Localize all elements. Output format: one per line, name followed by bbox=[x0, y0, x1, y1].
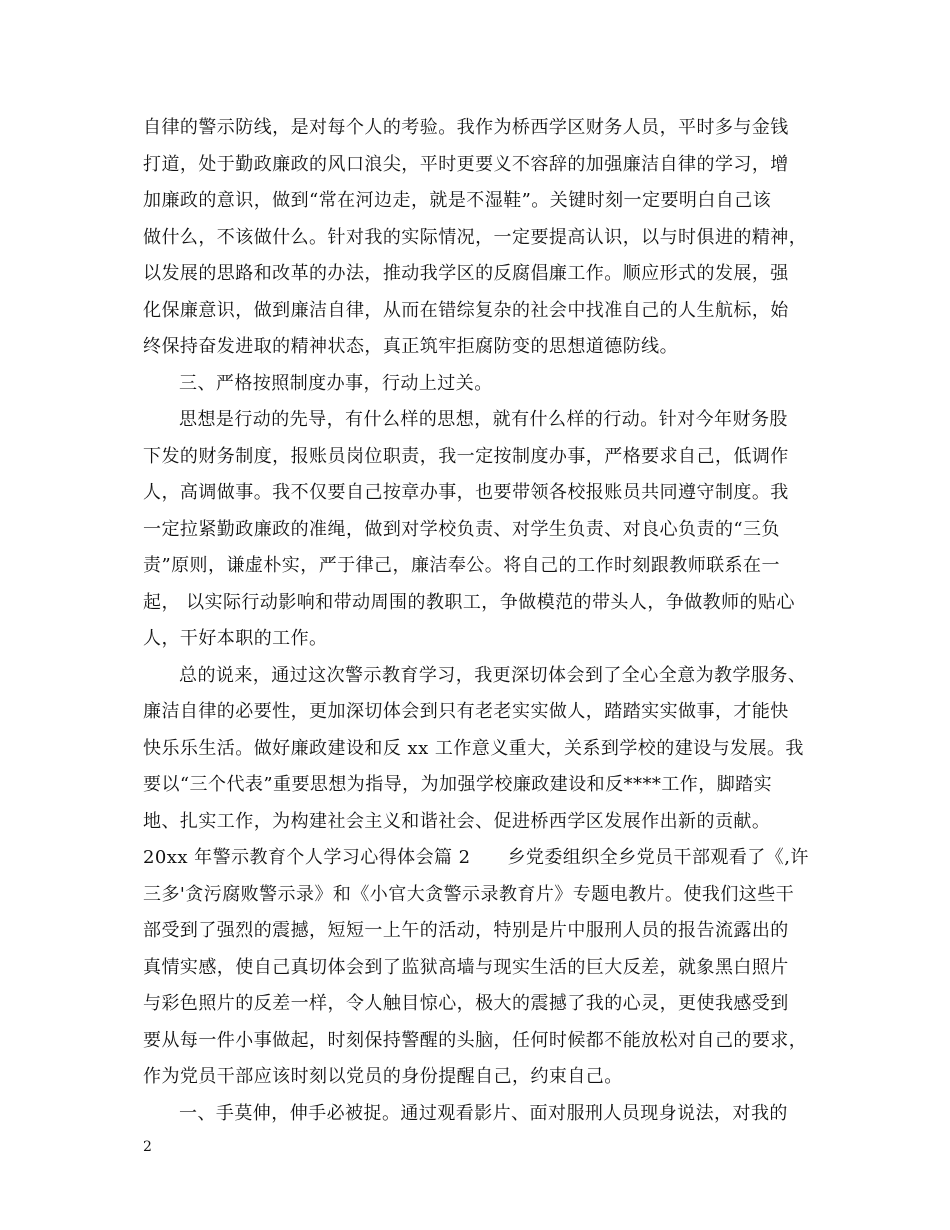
text-line: 加廉政的意识，做到“常在河边走，就是不湿鞋”。关键时刻一定要明白自己该 bbox=[143, 190, 772, 211]
document-body bbox=[143, 110, 818, 1132]
text-line: 人，高调做事。我不仅要自己按章办事，也要带领各校报账员共同遵守制度。我 bbox=[143, 482, 789, 503]
text-line: 总的说来，通过这次警示教育学习，我更深切体会到了全心全意为教学服务、 bbox=[179, 664, 807, 686]
text-line: 廉洁自律的必要性，更加深切体会到只有老老实实做人，踏踏实实做事，才能快 bbox=[143, 701, 789, 722]
text-line: 以发展的思路和改革的办法，推动我学区的反腐倡廉工作。顺应形式的发展，强 bbox=[143, 263, 789, 284]
text-line: 一定拉紧勤政廉政的准绳，做到对学校负责、对学生负责、对良心负责的“三负 bbox=[143, 518, 780, 540]
text-line: 人，干好本职的工作。 bbox=[143, 628, 328, 649]
text-line: 与彩色照片的反差一样，令人触目惊心，极大的震撼了我的心灵，更使我感受到 bbox=[143, 993, 789, 1014]
text-line: 快乐乐生活。做好廉政建设和反 xx 工作意义重大，关系到学校的建设与发展。我 bbox=[143, 737, 804, 759]
text-line: 作为党员干部应该时刻以党员的身份提醒自己，约束自己。 bbox=[143, 1066, 623, 1087]
text-line: 自律的警示防线，是对每个人的考验。我作为桥西学区财务人员，平时多与金钱 bbox=[143, 117, 789, 138]
text-line: 要以“三个代表”重要思想为指导，为加强学校廉政建设和反****工作，脚踏实 bbox=[143, 774, 773, 795]
text-line: 真情实感，使自己真切体会到了监狱高墙与现实生活的巨大反差，就象黑白照片 bbox=[143, 956, 789, 978]
text-line: 20xx 年警示教育个人学习心得体会篇 2 乡党委组织全乡党员干部观看了《,许 bbox=[143, 847, 809, 868]
text-line: 终保持奋发进取的精神状态，真正筑牢拒腐防变的思想道德防线。 bbox=[143, 336, 679, 357]
text-line: 做什么，不该做什么。针对我的实际情况，一定要提高认识，以与时俱进的精神， bbox=[143, 226, 808, 248]
text-line: 三多'贪污腐败警示录》和《小官大贪警示录教育片》专题电教片。使我们这些干 bbox=[143, 883, 795, 905]
text-line: 打道，处于勤政廉政的风口浪尖，平时更要义不容辞的加强廉洁自律的学习，增 bbox=[143, 153, 789, 175]
text-line: 下发的财务制度，报账员岗位职责，我一定按制度办事，严格要求自己，低调作 bbox=[143, 445, 789, 467]
text-line: 思想是行动的先导，有什么样的思想，就有什么样的行动。针对今年财务股 bbox=[179, 409, 788, 430]
text-line: 三、严格按照制度办事，行动上过关。 bbox=[179, 372, 493, 394]
text-line: 部受到了强烈的震撼，短短一上午的活动，特别是片中服刑人员的报告流露出的 bbox=[143, 920, 789, 941]
page-number: 2 bbox=[143, 1139, 152, 1155]
text-line: 一、手莫伸，伸手必被捉。通过观看影片、面对服刑人员现身说法，对我的 bbox=[179, 1102, 788, 1124]
text-line: 起， 以实际行动影响和带动周围的教职工，争做模范的带头人，争做教师的贴心 bbox=[143, 591, 795, 613]
text-line: 地、扎实工作，为构建社会主义和谐社会、促进桥西学区发展作出新的贡献。 bbox=[143, 810, 771, 832]
text-line: 要从每一件小事做起，时刻保持警醒的头脑，任何时候都不能放松对自己的要求， bbox=[143, 1029, 808, 1051]
text-line: 责”原则，谦虚朴实，严于律己，廉洁奉公。将自己的工作时刻跟教师联系在一 bbox=[143, 555, 780, 576]
text-line: 化保廉意识，做到廉洁自律，从而在错综复杂的社会中找准自己的人生航标，始 bbox=[143, 299, 789, 321]
